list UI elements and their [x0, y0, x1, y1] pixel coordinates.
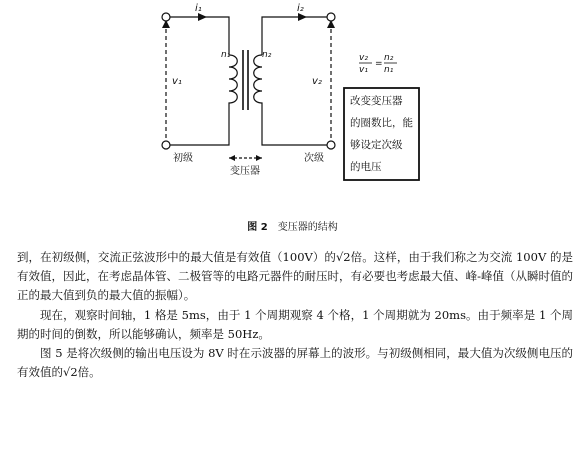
primary-coil	[229, 55, 237, 105]
primary-terminal-bottom	[162, 141, 170, 149]
ratio-left-numerator: v₂	[359, 53, 368, 63]
secondary-return-wire	[262, 105, 331, 145]
bracket-arrow-left	[229, 155, 235, 161]
caption-title: 变压器的结构	[277, 222, 338, 233]
note-line-3: 够设定次级	[350, 139, 403, 151]
paragraph-3: 图 5 是将次级侧的输出电压设为 8V 时在示波器的屏幕上的波形。与初级侧相同，最大值为次级侧电压的有效值的√2倍。	[17, 346, 573, 380]
primary-circuit-wire	[166, 17, 229, 55]
secondary-voltage-label: v₂	[312, 76, 322, 87]
primary-terminal-top	[162, 13, 170, 21]
secondary-current-arrow	[298, 13, 307, 21]
primary-current-arrow	[198, 13, 207, 21]
ratio-equals: =	[375, 59, 383, 69]
ratio-right-denominator: n₁	[384, 65, 394, 75]
primary-turns-label: n₁	[221, 50, 231, 60]
secondary-coil	[254, 55, 262, 105]
primary-current-label: i₁	[195, 3, 202, 14]
primary-side-label: 初级	[173, 153, 193, 164]
secondary-circuit-wire	[262, 17, 331, 55]
transformer-label: 变压器	[230, 166, 260, 177]
bracket-arrow-right	[256, 155, 262, 161]
secondary-terminal-bottom	[327, 141, 335, 149]
primary-voltage-label: v₁	[172, 76, 182, 87]
secondary-turns-label: n₂	[262, 50, 272, 60]
note-line-2: 的圈数比，能	[350, 117, 413, 129]
secondary-current-label: i₂	[297, 3, 304, 14]
figure-caption	[0, 218, 585, 233]
secondary-terminal-top	[327, 13, 335, 21]
note-line-4: 的电压	[350, 161, 382, 173]
caption-number: 图 2	[247, 222, 268, 233]
ratio-left-denominator: v₁	[359, 65, 368, 75]
note-line-1: 改变变压器	[350, 95, 403, 107]
paragraph-1: 到，在初级侧，交流正弦波形中的最大值是有效值（100V）的√2倍。这样，由于我们称之为交流 100V 的是有效值，因此，在考虑晶体管、二极管等的电路元器件的耐压时，有必要也考虑最大值、峰-峰值（从瞬时值的正的最大值到负的最大值的振幅）。	[17, 250, 573, 303]
secondary-side-label: 次级	[304, 153, 324, 164]
transformer-diagram	[0, 0, 585, 215]
article-body	[17, 248, 573, 382]
paragraph-2: 现在，观察时间轴，1 格是 5ms，由于 1 个周期观察 4 个格，1 个周期就为 20ms。由于频率是 1 个周期的时间的倒数，所以能够确认，频率是 50Hz。	[17, 307, 573, 341]
primary-return-wire	[166, 105, 229, 145]
ratio-right-numerator: n₂	[384, 53, 394, 63]
